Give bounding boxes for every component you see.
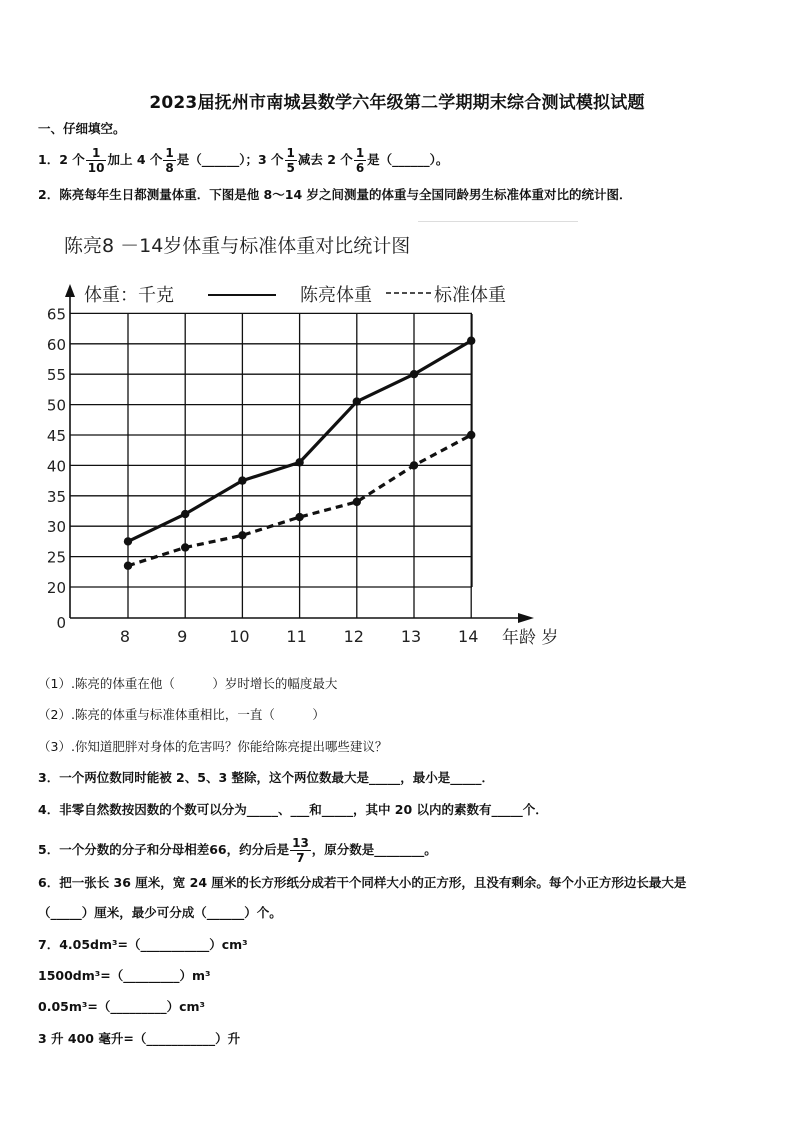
numerator: 1: [355, 146, 365, 160]
data-point: [410, 370, 418, 378]
question-6-line-2: （_____）厘米，最少可分成（______）个。: [38, 905, 282, 920]
denominator: 8: [165, 161, 174, 175]
sub-question-2: （2）.陈亮的体重与标准体重相比，一直（ ）: [38, 707, 325, 722]
y-axis-label: 体重：千克: [84, 285, 174, 306]
data-point: [295, 513, 303, 521]
denominator: 6: [355, 161, 365, 175]
question-4: 4．非零自然数按因数的个数可以分为_____、___和_____，其中 20 以内的素数有_____个．: [38, 802, 548, 817]
data-point: [467, 337, 475, 345]
q5-text-1: 5．一个分数的分子和分母相差66，约分后是: [38, 842, 290, 857]
y-tick-label: 55: [46, 366, 66, 385]
denominator: 7: [296, 851, 305, 865]
question-7b: 1500dm³=（_________）m³: [38, 968, 211, 983]
q1-text-5: 是（______）。: [367, 152, 449, 167]
question-7c: 0.05m³=（_________）cm³: [38, 999, 205, 1014]
data-point: [124, 562, 132, 570]
y-tick-label: 20: [46, 579, 66, 597]
sub-question-1: （1）.陈亮的体重在他（ ）岁时增长的幅度最大: [38, 676, 338, 691]
y-tick-label: 40: [46, 457, 66, 476]
x-tick-label: 8: [119, 627, 131, 646]
y-tick-label: 35: [46, 487, 66, 506]
x-tick-label: 11: [286, 627, 307, 646]
q1-text-1: 2 个: [59, 152, 85, 167]
fraction: [290, 836, 311, 865]
y-tick-label: 45: [46, 427, 66, 445]
x-tick-label: 10: [229, 627, 250, 646]
y-axis-arrow: [65, 284, 75, 297]
page-title: 2023届抚州市南城县数学六年级第二学期期末综合测试模拟试题: [149, 93, 645, 113]
q1-text-3: 是（______）；3 个: [176, 152, 284, 167]
data-point: [124, 537, 132, 545]
y-tick-label: 60: [46, 335, 66, 354]
question-7a: 7．4.05dm³=（___________）cm³: [38, 937, 248, 952]
section-heading: 一、仔细填空。: [38, 121, 126, 136]
question-5: [38, 836, 437, 865]
data-point: [238, 476, 246, 484]
chart-title: 陈亮8 －14岁体重与标准体重对比统计图: [64, 235, 411, 257]
numerator: 1: [286, 146, 295, 160]
x-axis-arrow: [518, 613, 534, 623]
q1-number: 1．: [38, 152, 60, 167]
x-tick-label: 9: [177, 627, 188, 646]
data-point: [410, 461, 418, 469]
data-point: [467, 431, 475, 439]
denominator: 5: [286, 161, 295, 175]
q1-text-2: 加上 4 个: [107, 152, 163, 167]
data-point: [181, 543, 189, 551]
question-7d: 3 升 400 毫升=（___________）升: [38, 1031, 241, 1046]
question-6-line-1: 6．把一张长 36 厘米，宽 24 厘米的长方形纸分成若干个同样大小的正方形，且没有剩余。每个小正方形边长最大是: [38, 875, 687, 890]
question-3: 3．一个两位数同时能被 2、5、3 整除，这个两位数最大是_____，最小是_____．: [38, 770, 494, 785]
x-tick-label: 14: [458, 627, 479, 646]
numerator: 13: [292, 836, 309, 850]
numerator: 1: [165, 146, 174, 160]
y-tick-label: 65: [46, 305, 66, 324]
numerator: 1: [86, 146, 107, 161]
legend-label: 标准体重: [434, 285, 506, 306]
data-point: [295, 458, 303, 466]
data-point: [353, 397, 361, 405]
y-tick-label: 0: [56, 614, 66, 632]
x-tick-label: 13: [400, 627, 422, 646]
sub-question-3: （3）.你知道肥胖对身体的危害吗？你能给陈亮提出哪些建议？: [38, 739, 388, 754]
x-tick-label: 12: [343, 627, 364, 646]
data-point: [238, 531, 246, 539]
y-tick-label: 25: [46, 548, 66, 567]
y-tick-label: 30: [46, 518, 66, 537]
x-axis-label: 年龄 岁: [502, 628, 559, 648]
question-2: 2．陈亮每年生日都测量体重．下图是他 8～14 岁之间测量的体重与全国同龄男生标准体重对比的统计图．: [38, 187, 632, 202]
denominator: 10: [87, 161, 105, 175]
q5-text-2: ，原分数是________。: [311, 842, 437, 857]
data-point: [353, 498, 361, 506]
q1-text-4: 减去 2 个: [297, 152, 353, 167]
legend-label: 陈亮体重: [300, 285, 372, 306]
chart-legend: [84, 285, 506, 306]
y-tick-label: 50: [46, 396, 66, 415]
data-point: [181, 510, 189, 518]
